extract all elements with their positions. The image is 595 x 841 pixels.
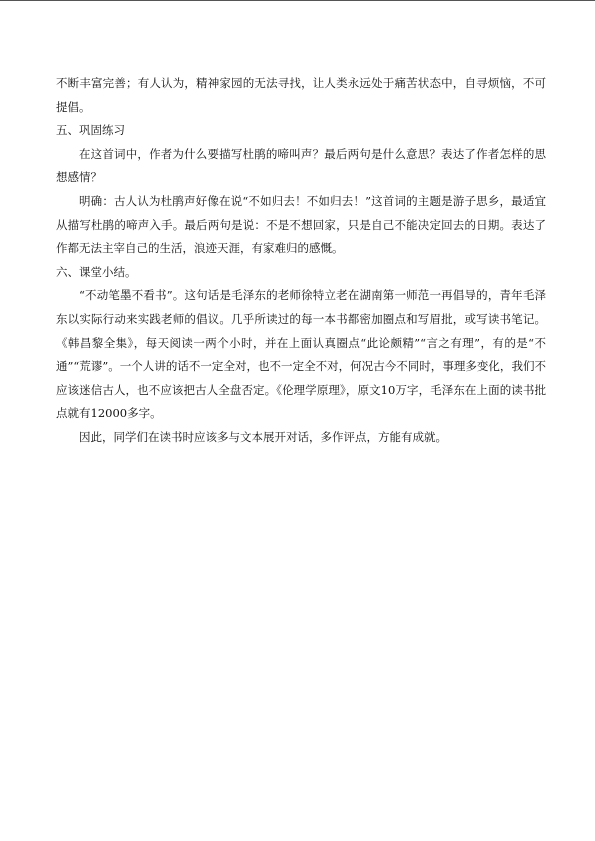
document-body bbox=[56, 72, 546, 450]
section-heading-class-summary: 六、课堂小结。 bbox=[56, 264, 137, 279]
paragraph-answer: 明确：古人认为杜鹃声好像在说“不如归去！不如归去！”这首词的主题是游子思乡，最适宜从描写杜鹃的啼声入手。最后两句是说：不是不想回家，只是自己不能决定回去的日期。表达了作都无法主宰自己的生活，浪迹天涯，有家难归的感慨。 bbox=[56, 193, 546, 256]
paragraph-conclusion: 因此，同学们在读书时应该多与文本展开对话，多作评点，方能有成就。 bbox=[79, 429, 447, 444]
paragraph-continuation: 不断丰富完善；有人认为，精神家园的无法寻找，让人类永远处于痛苦状态中，自寻烦恼，不可提倡。 bbox=[56, 76, 546, 114]
paragraph-question: 在这首词中，作者为什么要描写杜鹃的啼叫声？最后两句是什么意思？表达了作者怎样的思想感情？ bbox=[56, 146, 546, 185]
section-heading-consolidation-practice: 五、巩固练习 bbox=[56, 123, 125, 138]
paragraph-summary: “不动笔墨不看书”。这句话是毛泽东的老师徐特立老在湖南第一师范一再倡导的，青年毛泽东以实际行动来实践老师的倡议。几乎所读过的每一本书都密加圈点和写眉批，或写读书笔记。《韩昌黎全集》，每天阅读一两个小时，并在上面认真圈点“此论颇精”“言之有理”，有的是“不通”“荒谬”。一个人讲的话不一定全对，也不一定全不对，何况古今不同时，事理多变化，我们不应该迷信古人，也不应该把古人全盘否定。《伦理学原理》，原文10万字，毛泽东在上面的读书批点就有12000多字。 bbox=[56, 288, 546, 421]
page-top-border bbox=[0, 0, 595, 1]
